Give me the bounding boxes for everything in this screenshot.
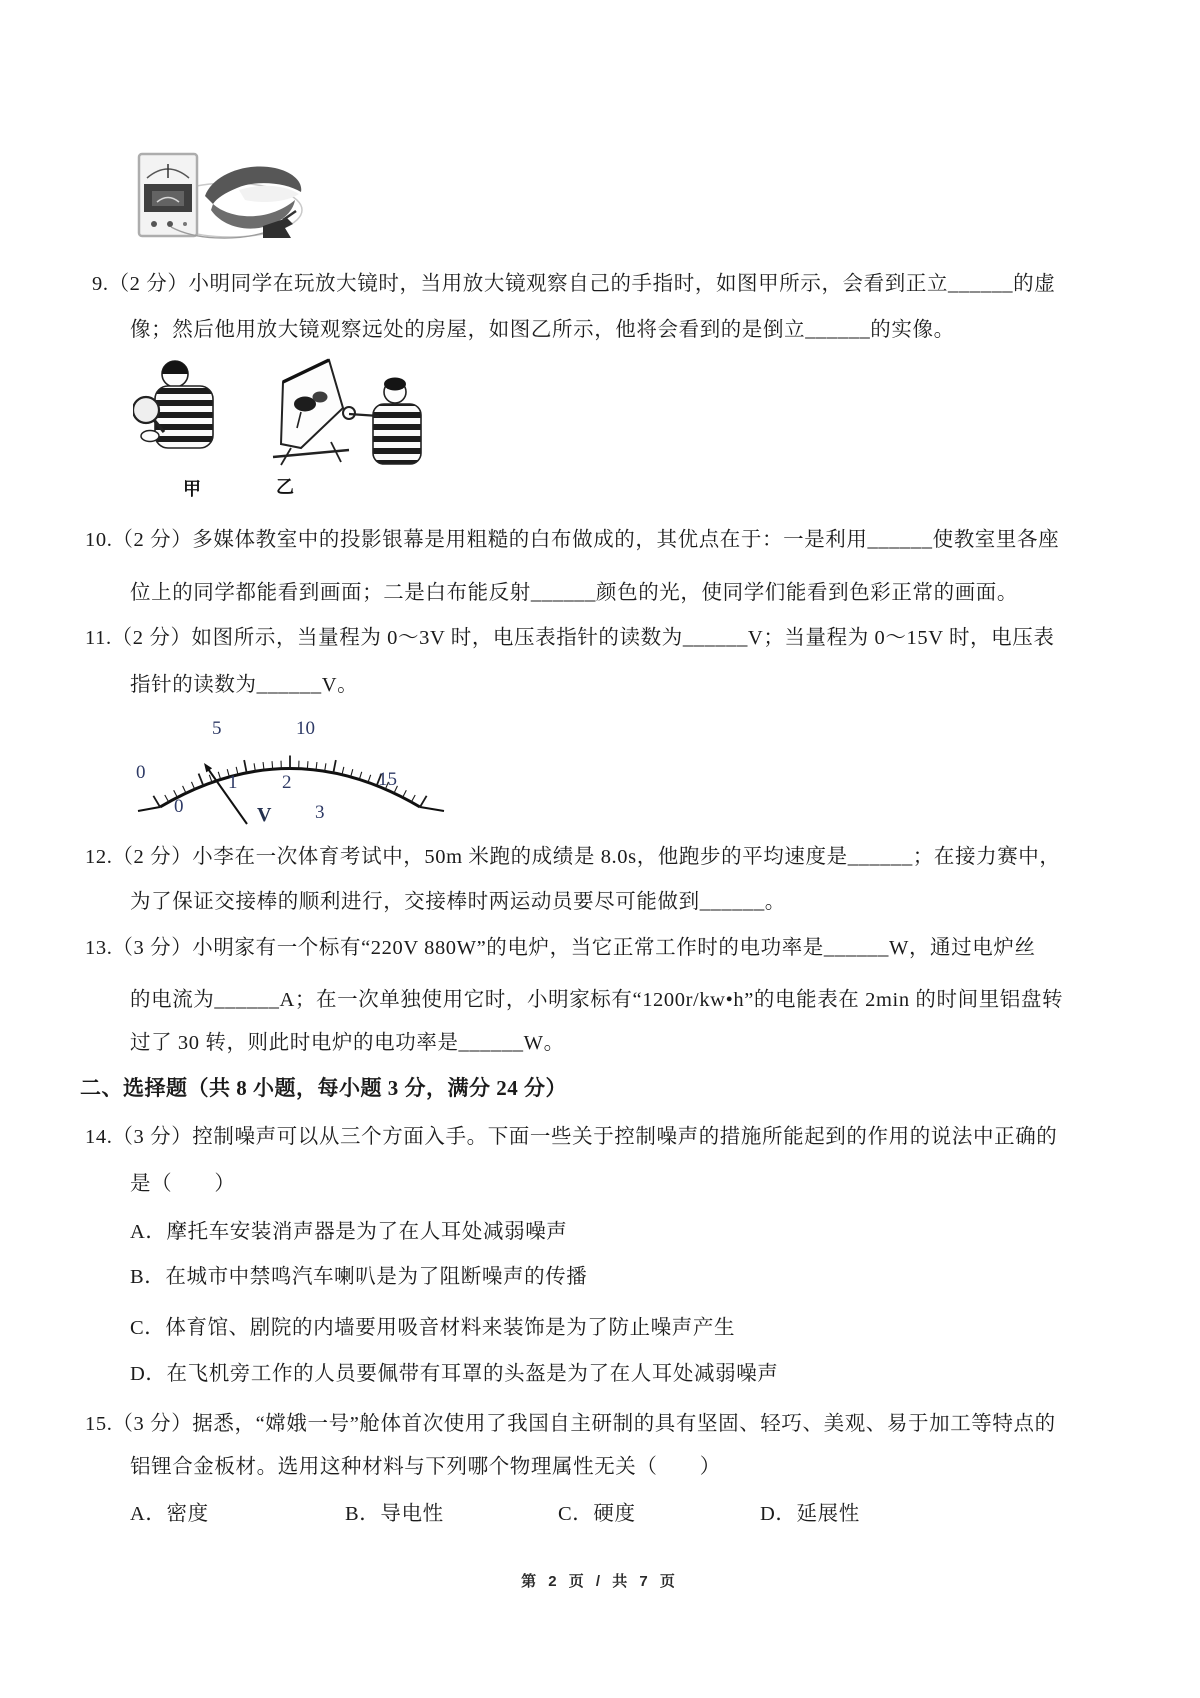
figure-label-jia: 甲 xyxy=(183,479,201,499)
q12-line-2: 为了保证交接棒的顺利进行，交接棒时两运动员要尽可能做到______。 xyxy=(130,891,786,913)
figure-label-yi: 乙 xyxy=(276,477,294,497)
voltmeter-inner-2: 2 xyxy=(282,772,292,793)
q11-line-1: 11.（2 分）如图所示，当量程为 0～3V 时，电压表指针的读数为______V；当量程为 0～15V 时，电压表 xyxy=(85,627,1055,649)
q15-option-a: A．密度 xyxy=(130,1503,209,1525)
voltmeter-outer-15: 15 xyxy=(378,769,397,790)
q13-line-2: 的电流为______A；在一次单独使用它时，小明家标有“1200r/kw•h”的电能表在 2min 的时间里铝盘转 xyxy=(130,989,1064,1011)
q14-option-d: D．在飞机旁工作的人员要佩带有耳罩的头盔是为了在人耳处减弱噪声 xyxy=(130,1363,779,1385)
q15-line-1: 15.（3 分）据悉，“嫦娥一号”舱体首次使用了我国自主研制的具有坚固、轻巧、美观、易于加工等特点的 xyxy=(85,1413,1056,1435)
q14-option-b: B．在城市中禁鸣汽车喇叭是为了阻断噪声的传播 xyxy=(130,1266,588,1288)
galvanometer-body xyxy=(139,154,197,236)
house-frame-scene xyxy=(273,360,349,465)
q15-option-d: D．延展性 xyxy=(760,1503,860,1525)
q13-line-1: 13.（3 分）小明家有一个标有“220V 880W”的电炉，当它正常工作时的电功率是______W，通过电炉丝 xyxy=(85,937,1036,959)
boy-observing xyxy=(343,378,421,465)
figure-voltmeter-scale xyxy=(130,712,460,854)
galvanometer-speaker-illustration xyxy=(135,148,305,245)
q14-line-2: 是（ ） xyxy=(130,1173,236,1195)
q13-line-3: 过了 30 转，则此时电炉的电功率是______W。 xyxy=(130,1032,565,1054)
q9-line-1: 9.（2 分）小明同学在玩放大镜时，当用放大镜观察自己的手指时，如图甲所示，会看到正立______的虚 xyxy=(92,273,1056,295)
voltmeter-outer-10: 10 xyxy=(296,718,315,739)
figure-magnifier-scenes xyxy=(133,352,438,474)
figure-galvanometer-speaker xyxy=(135,148,305,245)
voltmeter-inner-1: 1 xyxy=(228,772,238,793)
voltmeter-unit-label: V xyxy=(257,804,272,826)
q10-line-2: 位上的同学都能看到画面；二是白布能反射______颜色的光，使同学们能看到色彩正常的画面。 xyxy=(130,582,1018,604)
q11-line-2: 指针的读数为______V。 xyxy=(130,674,359,696)
q12-line-1: 12.（2 分）小李在一次体育考试中，50m 米跑的成绩是 8.0s，他跑步的平均速度是______；在接力赛中， xyxy=(85,846,1061,868)
q9-line-2: 像；然后他用放大镜观察远处的房屋，如图乙所示，他将会看到的是倒立______的实像。 xyxy=(130,319,955,341)
q14-option-c: C．体育馆、剧院的内墙要用吸音材料来装饰是为了防止噪声产生 xyxy=(130,1317,736,1339)
q15-option-c: C．硬度 xyxy=(558,1503,636,1525)
voltmeter-outer-0: 0 xyxy=(136,762,146,783)
q14-line-1: 14.（3 分）控制噪声可以从三个方面入手。下面一些关于控制噪声的措施所能起到的作用的说法中正确的 xyxy=(85,1126,1058,1148)
voltmeter-outer-5: 5 xyxy=(212,718,222,739)
voltmeter-inner-0: 0 xyxy=(174,796,184,817)
arc-end-left xyxy=(138,807,160,811)
voltmeter-inner-3: 3 xyxy=(315,802,325,823)
meter-needle xyxy=(204,763,247,824)
boy-with-magnifier xyxy=(133,361,213,448)
q15-option-b: B．导电性 xyxy=(345,1503,444,1525)
page-footer: 第 2 页 / 共 7 页 xyxy=(521,1573,679,1590)
magnifier-scenes-illustration xyxy=(133,352,438,474)
voltmeter-scale-illustration xyxy=(130,712,460,854)
section-2-title: 二、选择题（共 8 小题，每小题 3 分，满分 24 分） xyxy=(80,1076,567,1100)
q14-option-a: A．摩托车安装消声器是为了在人耳处减弱噪声 xyxy=(130,1221,568,1243)
arc-end-right xyxy=(420,807,444,811)
q15-line-2: 铝锂合金板材。选用这种材料与下列哪个物理属性无关（ ） xyxy=(130,1456,721,1478)
q10-line-1: 10.（2 分）多媒体教室中的投影银幕是用粗糙的白布做成的，其优点在于：一是利用______使教室里各座 xyxy=(85,529,1060,551)
